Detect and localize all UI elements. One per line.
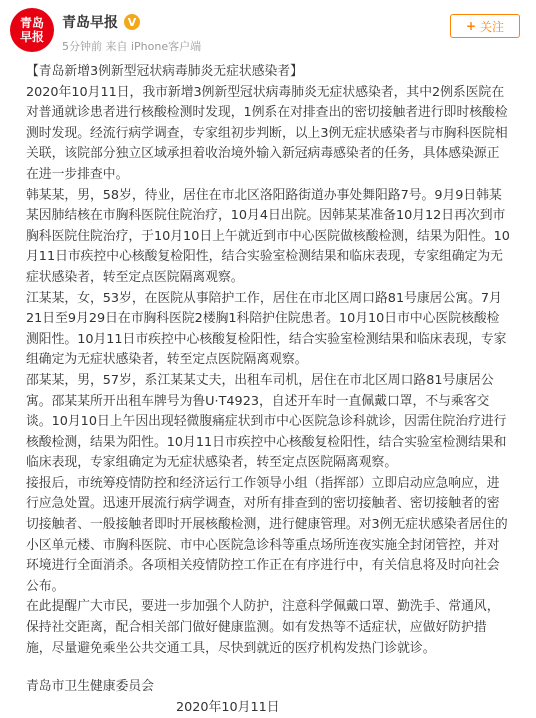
follow-label: 关注: [480, 19, 505, 34]
post-time: 5分钟前: [62, 40, 102, 53]
post-source: 来自 iPhone客户端: [105, 40, 202, 53]
post-content: [0, 62, 536, 718]
post-title: 【青岛新增3例新型冠状病毒肺炎无症状感染者】: [26, 64, 303, 79]
post-paragraph: 接报后，市统筹疫情防控和经济运行工作领导小组（指挥部）立即启动应急响应，进行应急处置。迅速开展流行病学调查，对所有排查到的密切接触者、密切接触者的密切接触者、一般接触者即时开展核酸检测，进行健康管理。对3例无症状感染者居住的小区单元楼、市胸科医院、市中心医院急诊科等重点场所连夜实施全封闭管控，并对环境进行全面消杀。各项相关疫情防控工作正在有序进行中，有关信息将及时向社会公布。: [26, 475, 508, 594]
post-paragraph: 江某某，女，53岁，在医院从事陪护工作，居住在市北区周口路81号康居公寓。7月21日至9月29日在市胸科医院2楼胸1科陪护住院患者。10月10日市中心医院核酸检测阳性。10月11日市疾控中心核酸复检阳性，结合实验室检测结果和临床表现，专家组确定为无症状感染者，转至定点医院隔离观察。: [26, 290, 507, 368]
plus-icon: +: [465, 19, 477, 33]
post-header: [0, 0, 536, 62]
avatar-text-top: 青岛: [19, 16, 44, 30]
avatar[interactable]: [10, 8, 54, 52]
avatar-text-bottom: 早报: [19, 30, 44, 44]
divider-space: [26, 659, 510, 677]
post-paragraph: 邵某某，男，57岁，系江某某丈夫，出租车司机，居住在市北区周口路81号康居公寓。邵某某所开出租车牌号为鲁U·T4923，自述开车时一直佩戴口罩，不与乘客交谈。10月10日上午因出现轻微腹痛症状到市中心医院急诊科就诊，因需住院治疗进行核酸检测，结果为阳性。10月11日市疾控中心核酸复检阳性，结合实验室检测结果和临床表现，专家组确定为无症状感染者，转至定点医院隔离观察。: [26, 372, 507, 471]
account-name-row: [62, 12, 140, 32]
post-signature-date: 2020年10月11日: [176, 699, 280, 715]
account-name[interactable]: 青岛早报: [62, 15, 118, 31]
follow-button[interactable]: [450, 14, 520, 38]
post-signature: 青岛市卫生健康委员会: [26, 679, 154, 695]
post-paragraph: 韩某某，男，58岁，待业，居住在市北区洛阳路街道办事处舞阳路7号。9月9日韩某某因肺结核在市胸科医院住院治疗，10月4日出院。因韩某某准备10月12日再次到市胸科医院住院治疗，于10月10日上午就近到市中心医院做核酸检测，结果为阳性。10月11日市疾控中心核酸复检阳性，结合实验室检测结果和临床表现，专家组确定为无症状感染者，转至定点医院隔离观察。: [26, 187, 510, 285]
post-paragraph: 2020年10月11日，我市新增3例新型冠状病毒肺炎无症状感染者，其中2例系医院在对普通就诊患者进行核酸检测时发现，1例系在对排查出的密切接触者进行即时核酸检测时发现。经流行病学调查，专家组初步判断，以上3例无症状感染者与市胸科医院相关联，该院部分独立区域承担着收治境外输入新冠病毒感染者的任务，具体感染源正在进一步排查中。: [26, 84, 508, 182]
post-meta: [62, 38, 201, 54]
post-paragraph: 在此提醒广大市民，要进一步加强个人防护，注意科学佩戴口罩、勤洗手、常通风，保持社交距离，配合相关部门做好健康监测。如有发热等不适症状，应做好防护措施，尽量避免乘坐公共交通工具，尽快到就近的医疗机构发热门诊就诊。: [26, 599, 500, 656]
verified-icon: V: [124, 14, 140, 30]
